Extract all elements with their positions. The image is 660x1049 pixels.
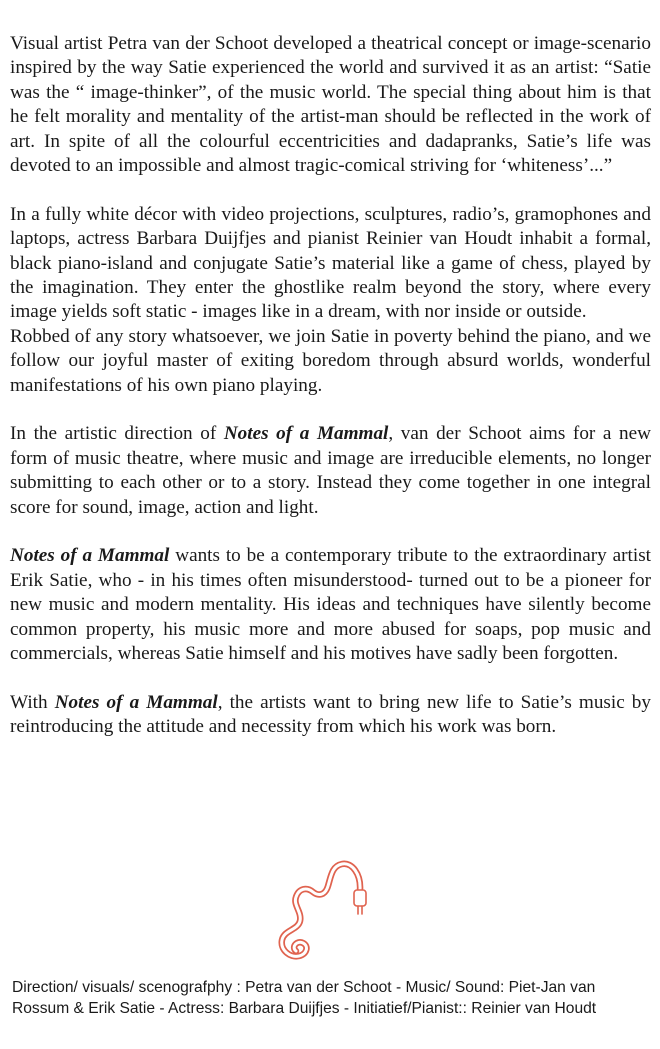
paragraph-direction (10, 422, 651, 520)
production-title: Notes of a Mammal (10, 545, 170, 567)
production-title: Notes of a Mammal (223, 423, 389, 445)
paragraph-spacer (10, 178, 651, 202)
squiggle-cable-icon (272, 852, 382, 964)
paragraph-closing-before: With (10, 691, 55, 713)
credits-line: Direction/ visuals/ scenografphy : Petra van der Schoot - Music/ Sound: Piet-Jan van Rossum & Erik Satie - Actress: Barbara Duijfjes - Initiatief/Pianist:: Reinier van Houdt (12, 979, 597, 1017)
paragraph-spacer (10, 667, 651, 691)
paragraph-closing (10, 691, 651, 740)
body-text (10, 32, 651, 740)
paragraph-intro: Visual artist Petra van der Schoot developed a theatrical concept or image-scenario inspired by the way Satie experienced the world and survived it as an artist: “Satie was the “ image-thinker”, of the music world. The special thing about him is that he felt morality and mentality of the artist-man should be reflected in the work of art. In spite of all the colourful eccentricities and dadapranks, Satie’s life was devoted to an impossible and almost tragic-comical striving for ‘whiteness’...” (10, 33, 651, 177)
paragraph-direction-after: , van der Schoot aims for a new form of music theatre, where music and image are irreducible elements, no longer submitting to each other or to a story. Instead they come together in one integral score for sound, image, action and light. (10, 423, 651, 518)
paragraph-spacer (10, 398, 651, 422)
paragraph-tribute (10, 544, 651, 666)
paragraph-direction-before: In the artistic direction of (10, 423, 224, 445)
paragraph-decor: In a fully white décor with video projections, sculptures, radio’s, gramophones and laptops, actress Barbara Duijfjes and pianist Reinier van Houdt inhabit a formal, black piano-island and conjugate Satie’s material like a game of chess, played by the imagination. They enter the ghostlike realm beyond the story, where every image yields soft static - images like in a dream, with nor inside or outside. (10, 203, 651, 323)
paragraph-robbed: Robbed of any story whatsoever, we join Satie in poverty behind the piano, and we follow our joyful master of exiting boredom through absurd worlds, wonderful manifestations of his own piano playing. (10, 325, 651, 396)
paragraph-closing-after: , the artists want to bring new life to Satie’s music by reintroducing the attitude and necessity from which his work was born. (10, 691, 651, 738)
production-title: Notes of a Mammal (54, 691, 218, 713)
paragraph-tribute-after: wants to be a contemporary tribute to the extraordinary artist Erik Satie, who - in his times often misunderstood- turned out to be a pioneer for new music and modern mentality. His ideas and techniques have silently become common property, his music more and more abused for soaps, pop music and commercials, whereas Satie himself and his motives have sadly been forgotten. (10, 545, 651, 665)
paragraph-spacer (10, 520, 651, 544)
